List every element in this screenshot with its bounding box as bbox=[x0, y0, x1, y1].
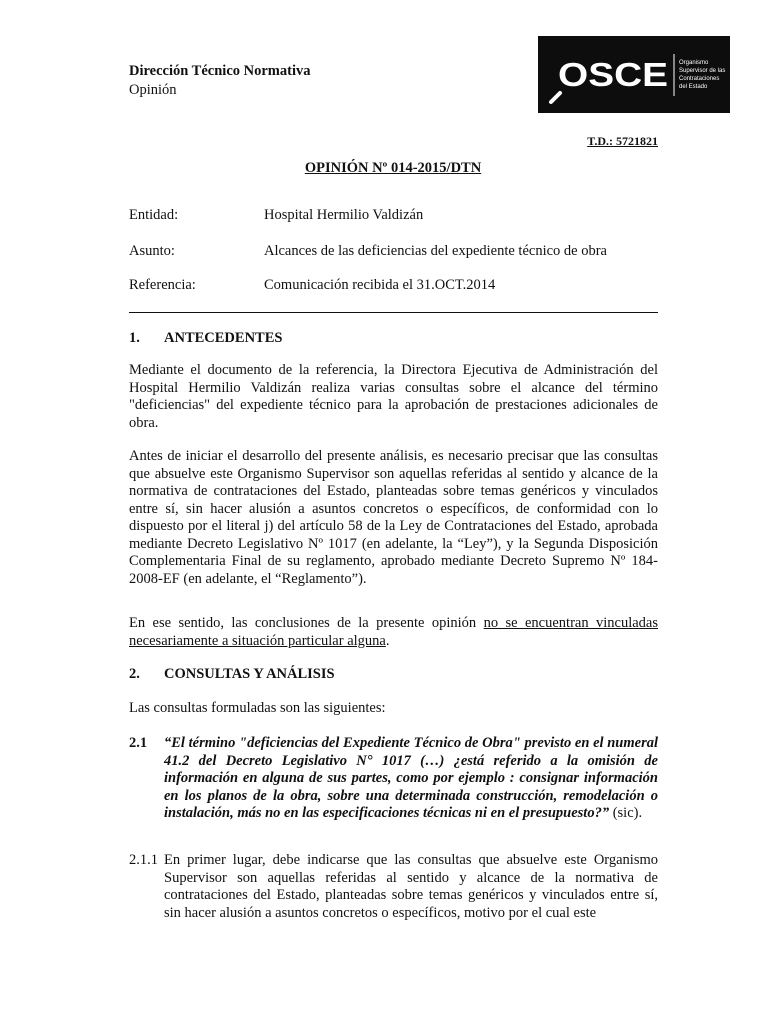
department-name: Dirección Técnico Normativa bbox=[129, 63, 311, 79]
document-header bbox=[129, 62, 310, 100]
section-divider bbox=[129, 312, 658, 313]
section-number: 1. bbox=[129, 330, 140, 346]
underlined-text: no se encuentran vinculadas necesariamente a situación particular alguna bbox=[129, 615, 659, 649]
logo-tagline-4: del Estado bbox=[679, 84, 708, 90]
paragraph-antecedentes-2: Antes de iniciar el desarrollo del presente análisis, es necesario precisar que las consultas que absuelve este Organismo Supervisor son aquellas referidas al sentido y alcance de la normativa de contrataciones del Estado, planteadas sobre temas genéricos y vinculados entre sí, sin hacer alusión a asuntos concretos o específicos, de conformidad con lo dispuesto por el literal j) del artículo 58 de la Ley de Contrataciones del Estado, aprobada mediante Decreto Legislativo Nº 1017 (en adelante, la “Ley”), y la Segunda Disposición Complementaria Final de su reglamento, aprobado mediante Decreto Supremo Nº 184-2008-EF (en adelante, el “Reglamento”). bbox=[129, 448, 658, 587]
meta-value: Alcances de las deficiencias del expediente técnico de obra bbox=[264, 243, 607, 259]
consulta-item-2-1 bbox=[129, 735, 658, 823]
item-text: En primer lugar, debe indicarse que las consultas que absuelve este Organismo Supervisor son aquellas referidas al sentido y alcance de la normativa de contrataciones del Estado, planteadas sobre temas genéricos y vinculados entre sí, sin hacer alusión a asuntos concretos o específicos, motivo por el cual este bbox=[164, 852, 658, 921]
osce-logo bbox=[538, 36, 730, 113]
consulta-suffix: (sic). bbox=[609, 805, 643, 821]
logo-tagline-2: Supervisor de las bbox=[679, 68, 726, 74]
paragraph-text: . bbox=[385, 632, 390, 649]
paragraph-antecedentes-3 bbox=[129, 615, 658, 650]
consulta-quote: “El término "deficiencias del Expediente Técnico de Obra" previsto en el numeral 41.2 del Decreto Legislativo N° 1017 (…) ¿está referido a la omisión de información en alguna de sus partes, como por ejemplo : consignar información en los planos de la obra, sobre una determinada construcción, remodelación o instalación, más no en las especificaciones técnicas ni en el presupuesto?” bbox=[164, 735, 658, 821]
td-number: T.D.: 5721821 bbox=[587, 134, 658, 148]
paragraph-consultas-intro: Las consultas formuladas son las siguientes: bbox=[129, 700, 386, 716]
paragraph-text: En ese sentido, las conclusiones de la presente opinión bbox=[129, 615, 484, 631]
paragraph-antecedentes-1: Mediante el documento de la referencia, la Directora Ejecutiva de Administración del Hospital Hermilio Valdizán realiza varias consultas sobre el alcance del término "deficiencias" del expediente técnico para la aprobación de prestaciones adicionales de obra. bbox=[129, 362, 658, 431]
meta-label: Referencia: bbox=[129, 277, 196, 293]
logo-tagline-3: Contrataciones bbox=[679, 76, 720, 82]
meta-value: Hospital Hermilio Valdizán bbox=[264, 207, 424, 223]
section-title: CONSULTAS Y ANÁLISIS bbox=[164, 666, 335, 682]
meta-value: Comunicación recibida el 31.OCT.2014 bbox=[264, 277, 496, 293]
document-title: OPINIÓN Nº 014-2015/DTN bbox=[304, 160, 482, 176]
section-title: ANTECEDENTES bbox=[164, 330, 283, 346]
item-number: 2.1 bbox=[129, 735, 148, 751]
logo-brand: OSCE bbox=[558, 56, 668, 93]
item-number: 2.1.1 bbox=[129, 852, 158, 868]
consulta-item-2-1-1 bbox=[129, 852, 658, 922]
meta-label: Asunto: bbox=[129, 243, 175, 259]
document-type: Opinión bbox=[129, 82, 177, 98]
section-number: 2. bbox=[129, 666, 140, 682]
logo-tagline-1: Organismo bbox=[679, 60, 709, 66]
meta-label: Entidad: bbox=[129, 207, 179, 223]
